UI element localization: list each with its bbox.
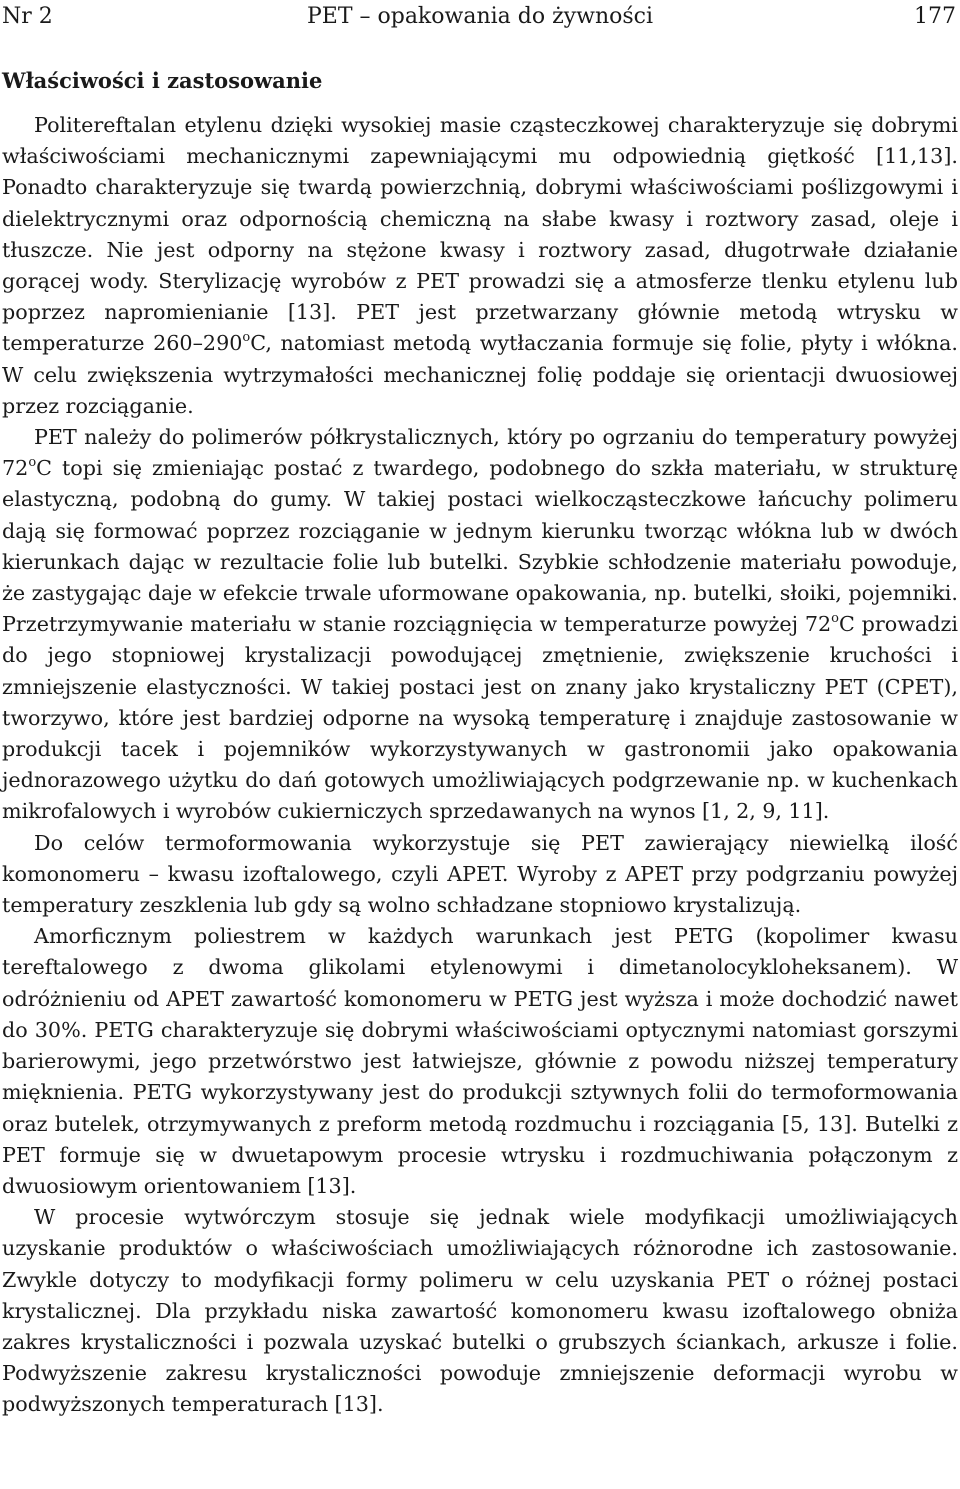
- running-header: [2, 0, 958, 34]
- paragraph-text: PET należy do polimerów półkrystalicznych, który po ogrzaniu do temperatury powyżej 72: [2, 425, 958, 481]
- paragraph-crystallinity: [2, 422, 958, 828]
- paragraph-text: C prowadzi do jego stopniowej krystalizacji powodującej zmętnienie, zwiększenie kruchości i zmniejszenie elastyczności. W takiej postaci jest on znany jako krystaliczny PET (CPET), tworzywo, które jest bardziej odporne na wysoką temperaturę i znajduje zastosowanie w produkcji tacek i pojemników wykorzystywanych w gastronomii jako opakowania jednorazowego użytku do dań gotowych umożliwiających podgrzewanie np. w kuchenkach mikrofalowych i wyrobów cukierniczych sprzedawanych na wynos [1, 2, 9, 11].: [2, 612, 958, 824]
- page-number: 177: [914, 4, 956, 29]
- paragraph-petg: [2, 921, 958, 1202]
- document-page: [2, 0, 958, 1489]
- paragraph-text: Amorficznym poliestrem w każdych warunkach jest PETG (kopolimer kwasu tereftalowego z dwoma glikolami etylenowymi i dimetanolocykloheksanem). W odróżnieniu od APET zawartość komonomeru w PETG jest wyższa i może dochodzić nawet do 30%. PETG charakteryzuje się dobrymi właściwościami optycznymi natomiast gorszymi barierowymi, jego przetwórstwo jest łatwiejsze, głównie z powodu niższej temperatury mięknienia. PETG wykorzystywany jest do produkcji sztywnych folii do termoformowania oraz butelek, otrzymywanych z preform metodą rozdmuchu i rozciągania [5, 13]. Butelki z PET formuje się w dwuetapowym procesie wtrysku i rozdmuchiwania połączonym z dwuosiowym orientowaniem [13].: [2, 924, 958, 1198]
- degree-superscript: o: [28, 455, 37, 471]
- running-title: PET – opakowania do żywności: [306, 4, 654, 29]
- issue-number: Nr 2: [2, 4, 53, 29]
- paragraph-text: Politereftalan etylenu dzięki wysokiej masie cząsteczkowej charakteryzuje się dobrymi właściwościami mechanicznymi zapewniającymi mu odpowiednią giętkość [11,13]. Ponadto charakteryzuje się twardą powierzchnią, dobrymi właściwościami poślizgowymi i dielektrycznymi oraz odpornością chemiczną na słabe kwasy i roztwory zasad, oleje i tłuszcze. Nie jest odporny na stężone kwasy i roztwory zasad, długotrwałe działanie gorącej wody. Sterylizację wyrobów z PET prowadzi się a atmosferze tlenku etylenu lub poprzez napromienianie [13]. PET jest przetwarzany głównie metodą wtrysku w temperaturze 260–290: [2, 113, 958, 356]
- paragraph-text: W procesie wytwórczym stosuje się jednak wiele modyfikacji umożliwiających uzyskanie produktów o właściwościach umożliwiających różnorodne ich zastosowanie. Zwykle dotyczy to modyfikacji formy polimeru w celu uzyskania PET o różnej postaci krystalicznej. Dla przykładu niska zawartość komonomeru kwasu izoftalowego obniża zakres krystaliczności i pozwala uzyskać butelki o grubszych ściankach, arkusze i folie. Podwyższenie zakresu krystaliczności powoduje zmniejszenie deformacji wyrobu w podwyższonych temperaturach [13].: [2, 1205, 958, 1417]
- degree-superscript: o: [831, 611, 839, 627]
- paragraph-text: C, natomiast metodą wytłaczania formuje się folie, płyty i włókna. W celu zwiększenia wytrzymałości mechanicznej folię poddaje się orientacji dwuosiowej przez rozciąganie.: [2, 331, 958, 418]
- paragraph-properties: [2, 110, 958, 422]
- degree-superscript: o: [242, 330, 251, 346]
- section-heading: Właściwości i zastosowanie: [2, 68, 323, 93]
- paragraph-text: Do celów termoformowania wykorzystuje się PET zawierający niewielką ilość komonomeru – kwasu izoftalowego, czyli APET. Wyroby z APET przy podgrzaniu powyżej temperatury zeszklenia lub gdy są wolno schładzane stopniowo krystalizują.: [2, 830, 958, 918]
- paragraph-thermoforming: [2, 828, 958, 922]
- paragraph-modifications: [2, 1202, 958, 1420]
- paragraph-text: C topi się zmieniając postać z twardego, podobnego do szkła materiału, w strukturę elastyczną, podobną do gumy. W takiej postaci wielkocząsteczkowe łańcuchy polimeru dają się formować poprzez rozciąganie w jednym kierunku tworząc włókna lub w dwóch kierunkach dając w rezultacie folie lub butelki. Szybkie schłodzenie materiału powoduje, że zastygając daje w efekcie trwale uformowane opakowania, np. butelki, słoiki, pojemniki. Przetrzymywanie materiału w stanie rozciągnięcia w temperaturze powyżej 72: [2, 456, 958, 637]
